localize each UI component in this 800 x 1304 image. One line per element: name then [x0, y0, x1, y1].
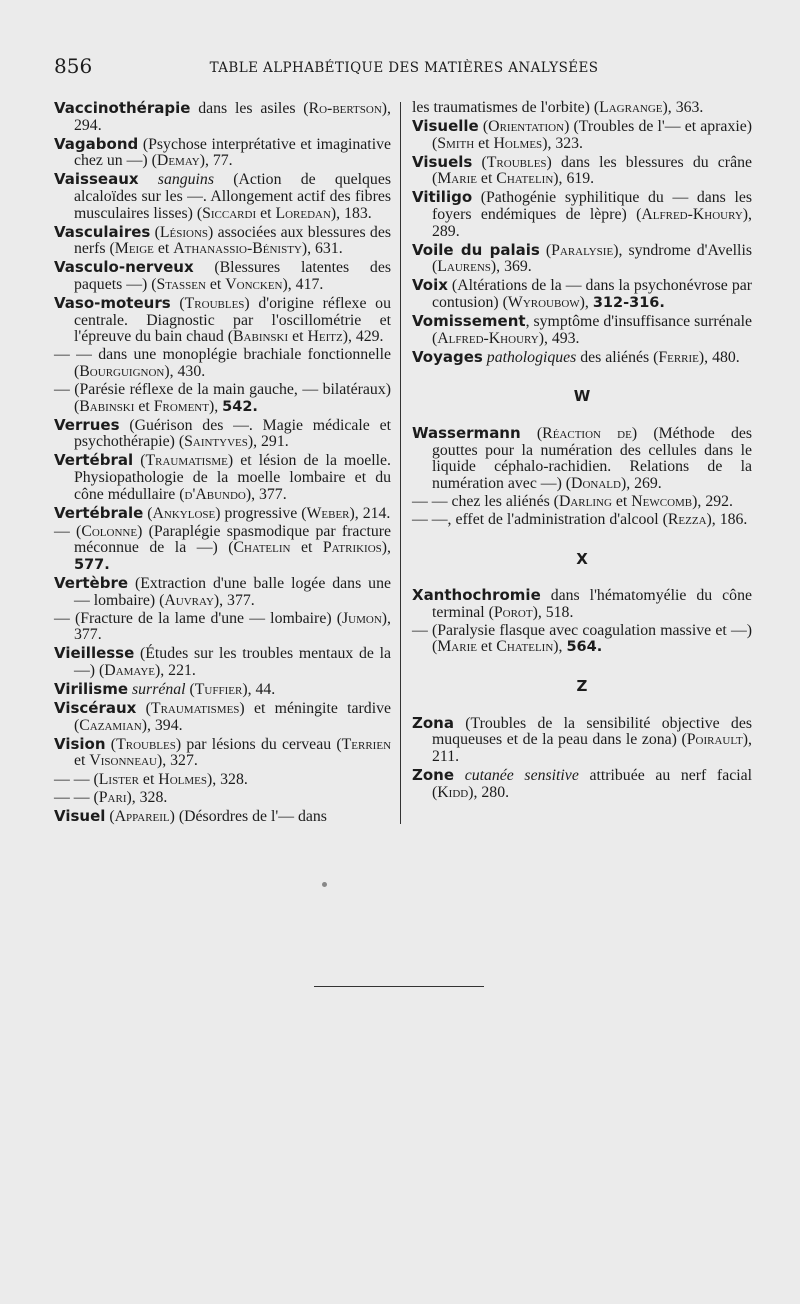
entry-text: — —, effet de l'administration d'alcool (: [412, 510, 668, 528]
author-name: Damaye: [104, 662, 156, 679]
author-name: Holmes: [493, 134, 543, 152]
italic-term: pathologiques: [486, 348, 577, 366]
entry-text: ), 493.: [538, 329, 580, 347]
entry-headword: Vaccinothérapie: [54, 99, 191, 117]
index-entry: [54, 295, 391, 346]
entry-text: (Blessures latentes des paquets —) (: [74, 259, 391, 293]
author-name: Laurens: [437, 258, 491, 276]
entry-text: ) (Paraplégie spasmodique par fracture méconnue de la —) (: [74, 522, 391, 557]
entry-text: ), 221.: [155, 662, 196, 679]
entry-text: ), 291.: [247, 433, 289, 451]
index-entry: [412, 189, 752, 240]
index-entry: [54, 224, 391, 258]
entry-text: ), 377.: [74, 609, 391, 644]
index-entry: [54, 700, 391, 734]
entry-headword: Viscéraux: [54, 699, 137, 718]
page-ref-bold: 312-316.: [592, 295, 665, 312]
author-name: Weber: [306, 504, 350, 522]
entry-text: (: [143, 504, 153, 522]
index-entry: [54, 171, 391, 222]
index-entry: [54, 611, 391, 644]
entry-text: ), 77.: [199, 152, 233, 170]
index-entry: [412, 715, 752, 766]
left-column: [54, 100, 391, 827]
italic-term: surrénal: [132, 681, 186, 699]
entry-text: ) d'origine réflexe ou centrale. Diagnostic par l'oscillométrie et l'épreuve du bain chaud (: [74, 295, 391, 346]
entry-text: (Action de quelques alcaloïdes sur les —. Allongement actif des fibres musculaires lisses) (: [74, 171, 391, 222]
index-entry: [54, 681, 391, 699]
section-letter-z: Z: [576, 677, 588, 696]
entry-text: ),: [579, 294, 593, 312]
entry-text: et: [134, 397, 154, 415]
author-name: Colonne: [81, 522, 138, 540]
index-entry: [412, 623, 752, 656]
author-name: Patrikios: [322, 539, 382, 557]
entry-text: attribuée au nerf facial (: [432, 766, 753, 801]
entry-headword: Vertébral: [54, 451, 134, 470]
entry-headword: Visuelle: [412, 117, 479, 136]
entry-text: et: [74, 752, 90, 770]
entry-text: ), 377.: [245, 485, 287, 503]
author-name: Traumatisme: [145, 452, 228, 470]
entry-text: ), 327.: [157, 752, 198, 770]
entry-text: ), 631.: [301, 240, 343, 258]
entry-text: (Psychose interprétative et imaginative chez un —) (: [74, 135, 391, 170]
entry-text: (: [136, 700, 151, 718]
author-name: Visonneau: [89, 752, 157, 770]
index-entry: [412, 154, 752, 188]
author-name: Smith: [437, 134, 475, 152]
author-name: Babinski: [79, 397, 135, 415]
entry-headword: Zona: [412, 713, 454, 732]
index-entry: [54, 417, 391, 451]
entry-text: ), 369.: [490, 258, 532, 276]
entry-text: ), 211.: [432, 731, 752, 765]
entry-text: ), 394.: [141, 716, 183, 734]
author-name: Meige: [114, 240, 154, 258]
entry-text: — (Parésie réflexe de la main gauche, — bilatéraux) (: [54, 381, 391, 415]
entry-text: (: [185, 681, 195, 699]
entry-text: et: [153, 240, 174, 258]
page-ref-bold: 577.: [74, 556, 110, 573]
section-letter-w: W: [573, 387, 591, 406]
index-entry: [54, 808, 391, 826]
entry-headword: Voile du palais: [412, 240, 540, 259]
entry-text: — (: [54, 522, 82, 540]
entry-text: et: [138, 770, 159, 788]
entry-text: (: [105, 807, 115, 825]
entry-text: et: [290, 539, 323, 557]
author-name: Babinski: [233, 328, 289, 346]
entry-headword: Vieillesse: [54, 644, 135, 663]
entry-text: ), 183.: [330, 204, 372, 222]
index-entry: [54, 736, 391, 770]
index-entry: [54, 645, 391, 679]
entry-text: — — chez les aliénés (: [412, 492, 559, 510]
entry-headword: Vertébrale: [54, 503, 144, 522]
index-entry: [54, 524, 391, 574]
ink-speck: [322, 882, 327, 887]
entry-text: (: [539, 241, 552, 259]
index-entry: [54, 790, 391, 807]
entry-text: [454, 767, 465, 784]
entry-text: ) par lésions du cerveau (: [175, 735, 342, 753]
entry-text: ) (Désordres de l'— dans: [169, 807, 327, 825]
entry-headword: Vaso-moteurs: [54, 294, 171, 313]
author-name: Poirault: [686, 731, 743, 749]
author-name: Athanassio-Bénisty: [173, 240, 302, 258]
entry-text: , symptôme d'insuffisance surrénale (: [432, 313, 752, 347]
entry-text: — — dans une monoplégie brachiale fonctionnelle (: [54, 346, 391, 380]
italic-term: sanguins: [157, 171, 214, 189]
author-name: Orientation: [488, 118, 565, 136]
entries-v-continued: [412, 100, 752, 366]
index-entry: [54, 136, 391, 170]
author-name: Chatelin: [496, 170, 554, 188]
entry-text: (Extraction d'une balle logée dans une — lombaire) (: [74, 575, 391, 609]
entry-text: — (Paralysie flasque avec coagulation massive et —) (: [412, 621, 752, 656]
entry-text: ), 289.: [432, 206, 752, 240]
author-name: Ankylose: [152, 504, 216, 522]
entry-headword: Wassermann: [412, 424, 521, 442]
index-entry: [412, 100, 752, 117]
entry-text: (Guérison des —. Magie médicale et psychothérapie) (: [74, 416, 391, 451]
author-name: Siccardi: [202, 204, 257, 222]
entry-text: ), 518.: [532, 603, 574, 621]
entry-text: (: [133, 452, 146, 470]
entry-text: (: [150, 223, 160, 241]
author-name: Donald: [571, 474, 621, 492]
entry-text: ), 619.: [553, 170, 595, 188]
entry-text: ) progressive (: [215, 504, 307, 522]
author-name: Saintyves: [184, 433, 248, 451]
author-name: Marie: [437, 638, 477, 656]
author-name: Auvray: [164, 591, 214, 609]
author-name: Tuffier: [194, 681, 243, 699]
entry-text: ) associées aux blessures des nerfs (: [74, 223, 391, 258]
author-name: Demay: [156, 152, 200, 170]
author-name: Newcomb: [631, 492, 693, 510]
author-name: Appareil: [114, 807, 170, 825]
index-entry: [54, 772, 391, 789]
author-name: Cazamian: [79, 716, 142, 734]
entry-headword: Vagabond: [54, 134, 139, 153]
entry-headword: Zone: [412, 765, 455, 784]
index-entry: [412, 313, 752, 347]
author-name: Alfred-Khoury: [437, 329, 539, 347]
section-letter-x: X: [576, 549, 588, 568]
author-name: Heitz: [307, 328, 343, 346]
entry-text: ), 417.: [282, 275, 324, 293]
entry-text: (: [520, 425, 543, 442]
index-entry: [54, 452, 391, 503]
index-entry: [412, 494, 752, 511]
author-name: Bourguignon: [79, 362, 165, 380]
entry-text: ),: [381, 539, 391, 557]
column-divider: [400, 102, 401, 824]
entry-text: ), 363.: [662, 99, 704, 116]
index-entry: [54, 382, 391, 415]
entries-w: [412, 425, 752, 529]
author-name: Loredan: [275, 204, 331, 222]
entry-text: (Troubles de la sensibilité objective des muqueuses et de la peau dans le zona) (: [432, 714, 752, 749]
entry-text: et: [476, 638, 497, 656]
running-title: TABLE ALPHABÉTIQUE DES MATIÈRES ANALYSÉES: [209, 60, 599, 76]
index-entry: [412, 512, 752, 529]
entry-headword: Vertèbre: [54, 574, 129, 593]
entry-text: ), 44.: [242, 681, 276, 699]
author-name: Terrien: [341, 735, 392, 753]
entry-headword: Vasculo-nerveux: [54, 258, 194, 277]
author-name: Chatelin: [496, 638, 554, 656]
entry-text: les traumatismes de l'orbite) (: [412, 99, 600, 116]
entry-headword: Vision: [54, 734, 106, 753]
entry-headword: Vitiligo: [412, 188, 473, 207]
index-entry: [412, 587, 752, 621]
author-name: Réaction de: [542, 425, 632, 442]
entry-text: ) (Troubles de l'— et apraxie) (: [432, 118, 752, 152]
entry-text: ), 292.: [692, 492, 733, 510]
entry-text: ),: [208, 397, 223, 415]
author-name: Traumatismes: [150, 700, 240, 718]
entry-text: ), 328.: [126, 788, 168, 806]
entry-text: (Altérations de la — dans la psychonévrose par contusion) (: [432, 277, 752, 312]
author-name: Kidd: [437, 783, 469, 801]
italic-term: cutanée sensitive: [464, 766, 579, 784]
author-name: Stassen: [156, 275, 206, 293]
entry-headword: Visuels: [412, 152, 473, 171]
index-entry: [54, 100, 391, 134]
entry-text: et: [474, 134, 494, 152]
right-column: [412, 100, 752, 803]
author-name: Ro-bertson: [308, 100, 382, 117]
entry-text: ) (Méthode des gouttes pour la numération des cellules dans le liquide céphalo-rachidien. Relations de la numération avec —) (: [432, 425, 752, 492]
index-entry: [412, 349, 752, 367]
entry-text: ), 430.: [164, 362, 206, 380]
entry-headword: Vasculaires: [54, 222, 151, 241]
entry-text: ), 214.: [349, 504, 391, 522]
author-name: Wyroubow: [507, 294, 580, 312]
entry-headword: Virilisme: [54, 680, 129, 699]
author-name: Ferrie: [658, 348, 699, 366]
entry-text: — — (: [54, 788, 99, 806]
entry-text: et: [288, 328, 308, 346]
entry-text: — — (: [54, 770, 99, 788]
end-rule: [314, 986, 484, 987]
entry-text: (: [170, 295, 185, 313]
entry-text: ), 377.: [213, 591, 255, 609]
entry-headword: Visuel: [54, 806, 106, 825]
index-entry: [54, 259, 391, 293]
index-entry: [54, 347, 391, 380]
entry-text: et: [611, 492, 632, 510]
author-name: Paralysie: [551, 241, 614, 259]
entry-headword: Xanthochromie: [412, 586, 541, 605]
author-name: Alfred-Khoury: [641, 206, 743, 224]
index-entry: [54, 575, 391, 609]
author-name: Chatelin: [233, 539, 291, 557]
entry-text: ), 480.: [698, 348, 740, 366]
entry-text: ), 280.: [468, 783, 510, 801]
index-entry: [54, 505, 391, 523]
entries-z: [412, 715, 752, 801]
entry-text: ) et lésion de la moelle. Physiopathologie de la moelle lombaire et du cône médullaire (: [74, 452, 391, 503]
page-number: 856: [54, 54, 93, 78]
author-name: Lésions: [159, 223, 209, 241]
author-name: Troubles: [116, 735, 176, 753]
entry-text: (Études sur les troubles mentaux de la —) (: [74, 645, 391, 679]
entry-text: (: [105, 735, 117, 753]
entry-headword: Voyages: [412, 347, 483, 366]
index-entry: [412, 242, 752, 276]
entry-text: — (Fracture de la lame d'une — lombaire) (: [54, 609, 343, 627]
author-name: Porot: [493, 603, 533, 621]
entry-text: ), 328.: [207, 770, 248, 788]
entry-text: ),: [553, 638, 567, 656]
author-name: Lagrange: [599, 99, 663, 116]
entry-text: et: [476, 170, 497, 188]
index-entry: [412, 118, 752, 152]
author-name: Darling: [558, 492, 612, 510]
author-name: Lister: [98, 770, 139, 788]
author-name: Pari: [98, 788, 127, 806]
entry-text: ), 323.: [542, 134, 583, 152]
page-header: [54, 54, 754, 82]
entry-text: des aliénés (: [576, 348, 659, 366]
entry-text: (: [478, 118, 489, 136]
index-entry: [412, 277, 752, 311]
entry-text: (Pathogénie syphilitique du — dans les foyers endémiques de lèpre) (: [432, 189, 752, 224]
entry-headword: Voix: [412, 276, 448, 295]
page-ref-bold: 564.: [566, 639, 603, 656]
author-name: Rezza: [667, 510, 707, 528]
entry-text: dans les asiles (: [190, 100, 309, 117]
author-name: Holmes: [158, 770, 207, 788]
index-entry: [412, 425, 752, 492]
entry-text: ), 429.: [342, 328, 384, 346]
author-name: Marie: [437, 170, 477, 188]
author-name: Froment: [153, 397, 209, 415]
entry-headword: Verrues: [54, 415, 120, 434]
entries-x: [412, 587, 752, 656]
author-name: d'Abundo: [184, 485, 246, 503]
entry-text: ), 186.: [706, 510, 748, 528]
entry-text: dans l'hématomyélie du cône terminal (: [432, 587, 752, 621]
entry-text: et: [205, 275, 226, 293]
author-name: Troubles: [486, 153, 547, 171]
entry-text: ), 294.: [74, 100, 391, 134]
page-ref-bold: 542.: [222, 398, 258, 415]
author-name: Voncken: [225, 275, 283, 293]
entry-text: [139, 171, 158, 188]
author-name: Troubles: [184, 295, 245, 313]
entry-text: ) dans les blessures du crâne (: [432, 153, 752, 188]
entry-headword: Vaisseaux: [54, 170, 139, 189]
entry-text: ), syndrome d'Avellis (: [432, 241, 752, 276]
entry-text: ) et méningite tardive (: [74, 700, 391, 734]
entry-text: (: [472, 153, 487, 171]
index-entry: [412, 767, 752, 801]
entry-text: et: [256, 204, 276, 222]
entry-text: ), 269.: [620, 474, 662, 492]
entry-headword: Vomissement: [412, 312, 526, 331]
author-name: Jumon: [342, 609, 382, 627]
